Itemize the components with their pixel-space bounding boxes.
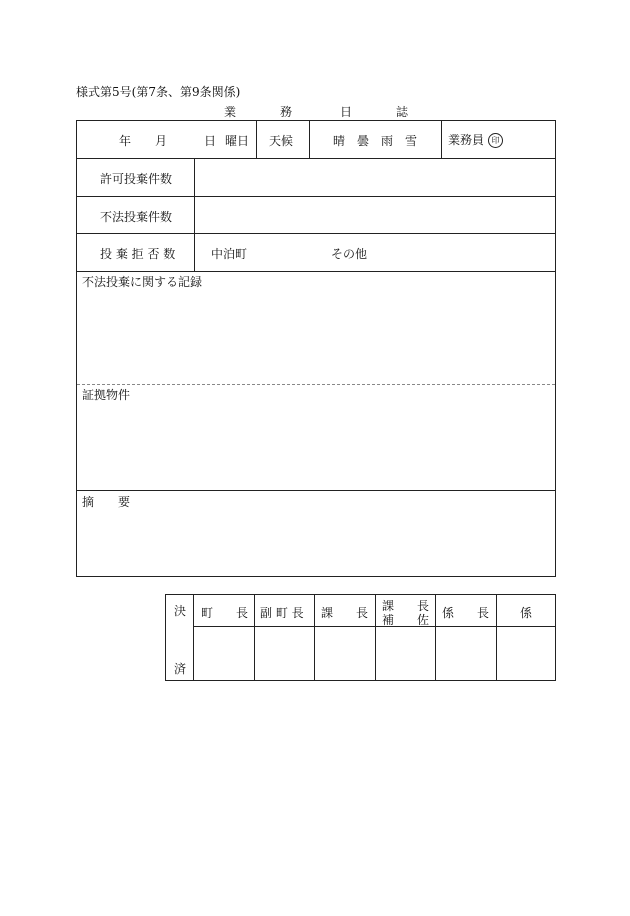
weather-snow: 雪 <box>405 134 418 148</box>
approval-cell-divider <box>375 595 376 680</box>
section-divider <box>77 384 555 385</box>
assistant-chief-char-3: 補 <box>382 613 395 627</box>
illegal-record-label: 不法投棄に関する記録 <box>82 275 203 289</box>
assistant-chief-char-4: 佐 <box>417 613 430 627</box>
unit-chief-char-2: 長 <box>477 606 490 620</box>
label-column-divider <box>194 158 195 271</box>
approval-cell-divider <box>435 595 436 680</box>
row-divider <box>77 233 555 234</box>
date-month-label: 月 <box>155 134 168 148</box>
section-chief-char-2: 長 <box>356 606 369 620</box>
permitted-count-label: 許可投棄件数 <box>100 172 173 186</box>
approval-cell-divider <box>314 595 315 680</box>
cell-divider <box>256 121 257 158</box>
refusal-nakadomari: 中泊町 <box>211 247 248 261</box>
staff-approval-label: 係 <box>520 606 533 620</box>
town-mayor-char-1: 町 <box>201 606 214 620</box>
approval-side-top: 決 <box>174 604 187 618</box>
title-char-2: 務 <box>280 105 293 119</box>
title-char-1: 業 <box>224 105 237 119</box>
approval-side-divider <box>193 595 194 680</box>
assistant-chief-char-1: 課 <box>382 599 395 613</box>
cell-divider <box>309 121 310 158</box>
weather-cloudy: 曇 <box>357 134 370 148</box>
approval-side-bottom: 済 <box>174 662 187 676</box>
form-number: 様式第5号(第7条、第9条関係) <box>76 85 241 99</box>
weekday-label: 曜日 <box>225 134 250 148</box>
staff-field <box>448 131 503 148</box>
approval-cell-divider <box>496 595 497 680</box>
assistant-chief-char-2: 長 <box>417 599 430 613</box>
approval-header-divider <box>193 626 555 627</box>
refusal-other: その他 <box>331 247 368 261</box>
weather-sunny: 晴 <box>333 134 346 148</box>
section-chief-char-1: 課 <box>321 606 334 620</box>
staff-label: 業務員 <box>448 133 485 147</box>
approval-cell-divider <box>254 595 255 680</box>
evidence-label: 証拠物件 <box>82 388 131 402</box>
row-divider <box>77 271 555 272</box>
refusal-count-label: 投 棄 拒 否 数 <box>100 247 176 261</box>
unit-chief-char-1: 係 <box>442 606 455 620</box>
title-char-3: 日 <box>340 105 353 119</box>
row-divider <box>77 158 555 159</box>
section-divider <box>77 490 555 491</box>
seal-icon: 印 <box>488 133 503 148</box>
cell-divider <box>441 121 442 158</box>
weather-label: 天候 <box>269 134 294 148</box>
title-char-4: 誌 <box>396 105 409 119</box>
approval-table <box>165 594 556 681</box>
row-divider <box>77 196 555 197</box>
illegal-count-label: 不法投棄件数 <box>100 210 173 224</box>
town-mayor-char-2: 長 <box>236 606 249 620</box>
summary-label: 摘 要 <box>82 495 131 509</box>
deputy-mayor-label: 副 町 長 <box>260 606 304 620</box>
date-year-label: 年 <box>119 134 132 148</box>
daily-log-form <box>76 120 556 577</box>
date-day-label: 日 <box>204 134 217 148</box>
weather-rain: 雨 <box>381 134 394 148</box>
